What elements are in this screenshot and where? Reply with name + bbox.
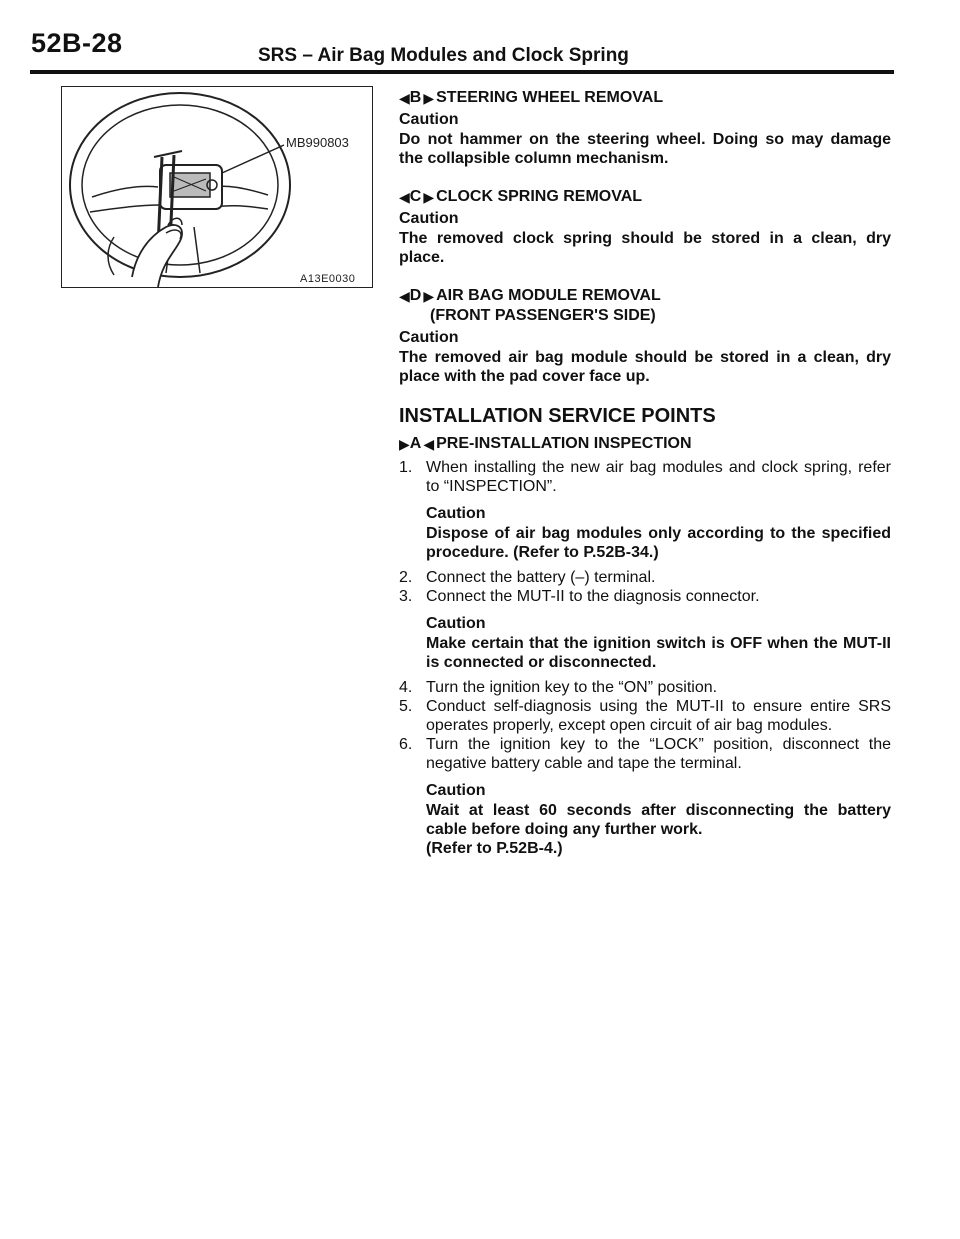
step-number: 2. — [399, 569, 413, 586]
section-heading — [399, 187, 891, 207]
section-heading — [399, 88, 891, 108]
right-triangle-icon: ▶ — [423, 189, 433, 205]
section-heading-text: STEERING WHEEL REMOVAL — [436, 89, 664, 106]
installation-steps — [399, 458, 891, 858]
section-letter: B — [409, 89, 422, 106]
caution-reference: (Refer to P.52B-4.) — [426, 840, 563, 857]
step-number: 6. — [399, 736, 413, 753]
right-triangle-icon: ▶ — [423, 288, 433, 304]
section-heading-text: CLOCK SPRING REMOVAL — [436, 188, 643, 205]
caution-label: Caution — [426, 782, 486, 799]
step-text: Connect the battery (–) terminal. — [426, 569, 656, 586]
left-triangle-icon: ◀ — [399, 189, 408, 205]
caution-block — [399, 781, 891, 858]
page-number: 52B-28 — [31, 28, 123, 58]
installation-service-points-heading: INSTALLATION SERVICE POINTS — [399, 405, 716, 427]
caution-text: Do not hammer on the steering wheel. Doing so may damage the collapsible column mechanism. — [399, 131, 891, 167]
step-text: Connect the MUT-II to the diagnosis connector. — [426, 588, 760, 605]
figure-id-label: A13E0030 — [300, 273, 356, 285]
section-letter: D — [409, 287, 422, 304]
caution-text: Make certain that the ignition switch is OFF when the MUT-II is connected or disconnected. — [426, 635, 891, 671]
caution-text: The removed air bag module should be stored in a clean, dry place with the pad cover face up. — [399, 349, 891, 385]
section-heading-text: AIR BAG MODULE REMOVAL — [436, 287, 661, 304]
step-text: Turn the ignition key to the “LOCK” position, disconnect the negative battery cable and tape the terminal. — [426, 736, 891, 772]
left-triangle-icon: ◀ — [399, 90, 408, 106]
step-number: 1. — [399, 459, 413, 476]
air-bag-module-removal-section — [399, 286, 891, 386]
list-item — [399, 678, 891, 697]
step-number: 4. — [399, 679, 413, 696]
left-triangle-icon: ◀ — [399, 288, 408, 304]
header-divider — [30, 70, 894, 74]
clock-spring-removal-section — [399, 187, 891, 267]
steering-wheel-removal-section — [399, 88, 891, 168]
caution-text: The removed clock spring should be stored in a clean, dry place. — [399, 230, 891, 266]
caution-block — [399, 504, 891, 562]
right-triangle-icon: ▶ — [399, 436, 408, 452]
right-triangle-icon: ▶ — [423, 90, 433, 106]
step-text: When installing the new air bag modules and clock spring, refer to “INSPECTION”. — [426, 459, 891, 495]
caution-text: Dispose of air bag modules only according to the specified procedure. (Refer to P.52B-34.) — [426, 525, 891, 561]
caution-label: Caution — [399, 210, 459, 227]
caution-label: Caution — [399, 111, 459, 128]
section-letter: C — [409, 188, 422, 205]
steering-wheel-illustration — [62, 87, 373, 288]
section-heading — [399, 286, 891, 306]
caution-text: Wait at least 60 seconds after disconnecting the battery cable before doing any further work. — [426, 802, 891, 838]
list-item — [399, 697, 891, 735]
step-number: 3. — [399, 588, 413, 605]
pre-installation-heading — [399, 434, 891, 454]
right-column — [399, 88, 891, 858]
step-number: 5. — [399, 698, 413, 715]
section-letter: A — [409, 435, 422, 452]
caution-block — [399, 614, 891, 672]
caution-label: Caution — [426, 615, 486, 632]
section-heading-text: PRE-INSTALLATION INSPECTION — [436, 435, 692, 452]
page-title: SRS – Air Bag Modules and Clock Spring — [258, 45, 629, 66]
section-subheading: (FRONT PASSENGER'S SIDE) — [430, 307, 656, 324]
tool-code-label: MB990803 — [286, 135, 349, 150]
list-item — [399, 568, 891, 587]
list-item — [399, 587, 891, 606]
step-text: Turn the ignition key to the “ON” position. — [426, 679, 718, 696]
step-text: Conduct self-diagnosis using the MUT-II to ensure entire SRS operates properly, except open circuit of air bag modules. — [426, 698, 891, 734]
caution-label: Caution — [399, 329, 459, 346]
left-triangle-icon: ◀ — [423, 436, 433, 452]
steering-wheel-figure — [61, 86, 373, 288]
caution-label: Caution — [426, 505, 486, 522]
list-item — [399, 735, 891, 773]
list-item — [399, 458, 891, 496]
